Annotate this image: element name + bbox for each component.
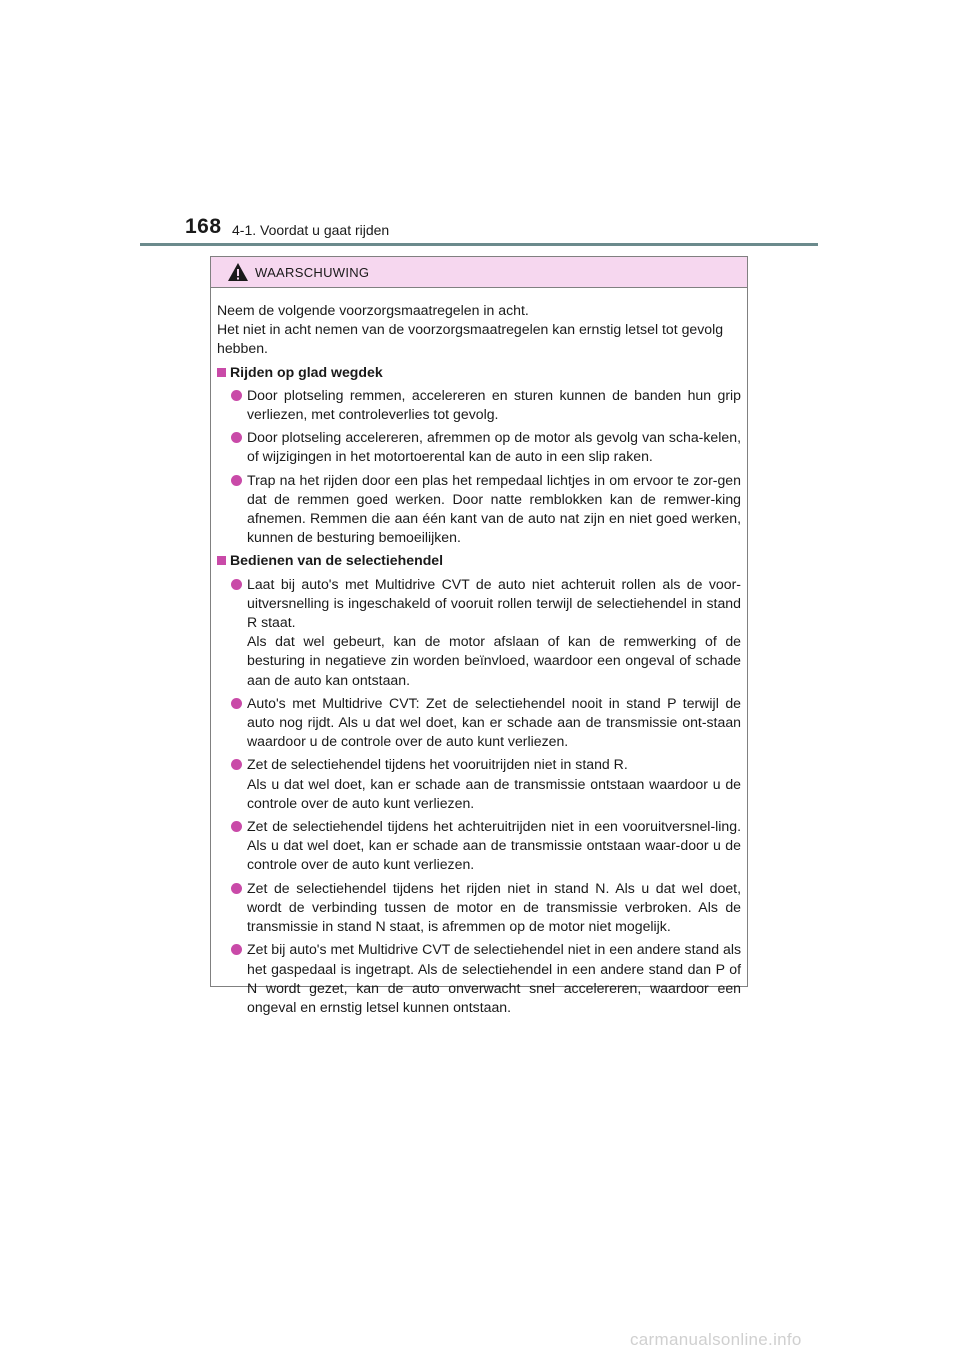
warning-box bbox=[210, 256, 748, 1015]
bullet-dot-icon bbox=[231, 698, 242, 709]
warning-triangle-icon bbox=[227, 262, 249, 282]
bullet-dot-icon bbox=[231, 821, 242, 832]
section-heading: Rijden op glad wegdek bbox=[217, 363, 741, 382]
section-shift-lever bbox=[217, 551, 741, 1017]
warning-title: WAARSCHUWING bbox=[255, 265, 370, 280]
bullet-dot-icon bbox=[231, 759, 242, 770]
list-item: Auto's met Multidrive CVT: Zet de selectiehendel nooit in stand P terwijl de auto nog rijdt. Als u dat wel doet, kan er schade aan de transmissie ont-staan waardoor u de controle over de auto kunt verliezen. bbox=[217, 694, 741, 752]
warning-intro bbox=[217, 301, 741, 359]
bullet-dot-icon bbox=[231, 432, 242, 443]
section-title: 4-1. Voordat u gaat rijden bbox=[232, 222, 390, 238]
watermark: carmanualsonline.info bbox=[630, 1330, 802, 1349]
list-item: Trap na het rijden door een plas het rempedaal lichtjes in om ervoor te zor-gen dat de remmen goed werken. Door natte remblokken kan de remwer-king afnemen. Remmen die aan één kant van de auto nat zijn en niet goed werken, kunnen de besturing bemoeilijken. bbox=[217, 471, 741, 548]
warning-body bbox=[211, 288, 747, 1017]
header-rule bbox=[140, 243, 818, 246]
list-item: Zet de selectiehendel tijdens het achteruitrijden niet in een vooruitversnel-ling. Als u dat wel doet, kan er schade aan de transmissie ontstaan waar-door u de controle over de auto kunt verliezen. bbox=[217, 817, 741, 875]
square-bullet-icon bbox=[217, 556, 226, 565]
intro-line: Het niet in acht nemen van de voorzorgsmaatregelen kan ernstig letsel tot gevolg hebben. bbox=[217, 321, 724, 357]
list-item: Door plotseling remmen, accelereren en sturen kunnen de banden hun grip verliezen, met controleverlies tot gevolg. bbox=[217, 386, 741, 424]
bullet-dot-icon bbox=[231, 579, 242, 590]
bullet-dot-icon bbox=[231, 883, 242, 894]
list-item: Door plotseling accelereren, afremmen op de motor als gevolg van scha-kelen, of wijzigingen in het motortoerental kan de auto in een slip raken. bbox=[217, 428, 741, 466]
warning-header bbox=[211, 257, 747, 288]
section-slippery-road bbox=[217, 363, 741, 548]
list-item: Zet de selectiehendel tijdens het rijden niet in stand N. Als u dat wel doet, wordt de verbinding tussen de motor en de transmissie verbroken. Als de transmissie in stand N staat, is afremmen op de motor niet mogelijk. bbox=[217, 879, 741, 937]
page-header bbox=[0, 0, 960, 250]
section-heading: Bedienen van de selectiehendel bbox=[217, 551, 741, 570]
bullet-dot-icon bbox=[231, 944, 242, 955]
list-item: Zet de selectiehendel tijdens het vooruitrijden niet in stand R. Als u dat wel doet, kan er schade aan de transmissie ontstaan waardoor u de controle over de auto kunt verliezen. bbox=[217, 755, 741, 813]
list-item: Zet bij auto's met Multidrive CVT de selectiehendel niet in een andere stand als het gaspedaal is ingetrapt. Als de selectiehendel in een andere stand dan P of N wordt gezet, kan de auto onverwacht snel accelereren, waardoor een ongeval en ernstig letsel kunnen ontstaan. bbox=[217, 940, 741, 1017]
page-number: 168 bbox=[185, 215, 222, 238]
intro-line: Neem de volgende voorzorgsmaatregelen in acht. bbox=[217, 302, 529, 318]
square-bullet-icon bbox=[217, 368, 226, 377]
bullet-dot-icon bbox=[231, 390, 242, 401]
bullet-dot-icon bbox=[231, 475, 242, 486]
list-item: Laat bij auto's met Multidrive CVT de auto niet achteruit rollen als de voor-uitversnelling is ingeschakeld of vooruit rollen terwijl de selectiehendel in stand R staat. Als dat wel gebeurt, kan de motor afslaan of kan de remwerking of de besturing in negatieve zin worden beïnvloed, waardoor een ongeval of schade aan de auto kan ontstaan. bbox=[217, 575, 741, 690]
